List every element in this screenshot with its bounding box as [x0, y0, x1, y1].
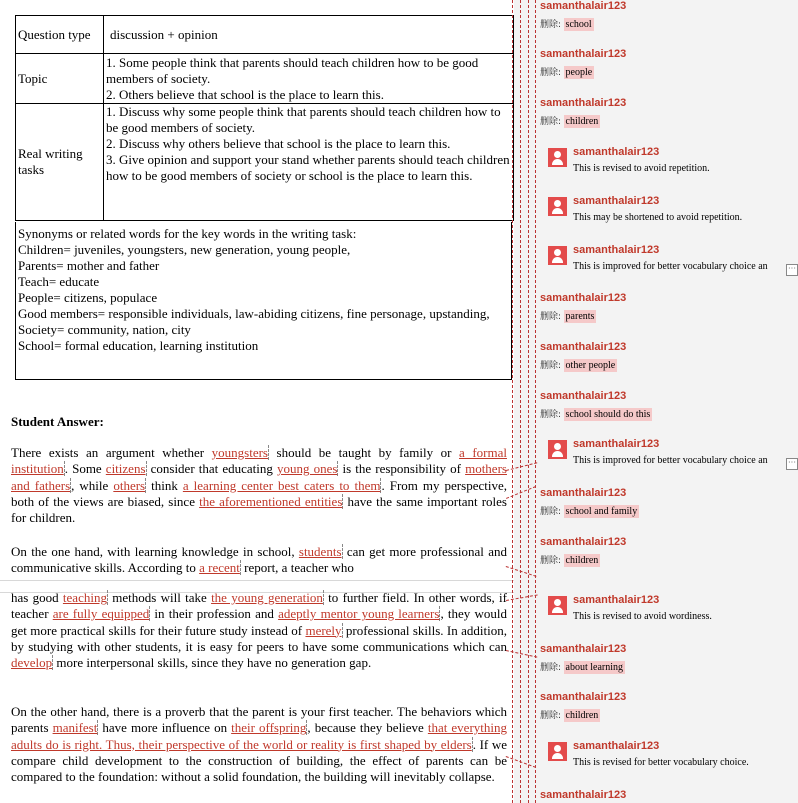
comment-author: samanthalair123	[540, 487, 627, 499]
revised-phrase[interactable]: mothers and fathers	[11, 461, 507, 493]
deleted-text: school should do this	[565, 409, 651, 420]
text-run: methods will take	[107, 590, 212, 605]
connector-line	[528, 0, 529, 803]
avatar-icon	[548, 246, 567, 265]
comment-author: samanthalair123	[540, 48, 627, 60]
revised-phrase[interactable]: a recent	[199, 560, 240, 576]
text-run: report, a teacher who	[240, 560, 354, 576]
connector-line	[520, 0, 521, 803]
deletion-comment[interactable]	[540, 292, 790, 322]
delete-label: 删除:	[540, 711, 562, 721]
comment-author: samanthalair123	[573, 244, 660, 256]
deleted-text: children	[565, 710, 599, 721]
text-run: have more influence on	[98, 720, 232, 736]
comment[interactable]	[573, 146, 791, 174]
revised-phrase[interactable]: develop	[11, 655, 53, 671]
revised-phrase[interactable]: teaching	[62, 590, 107, 605]
deletion-comment[interactable]	[540, 691, 790, 721]
comment-author: samanthalair123	[540, 643, 627, 655]
delete-label: 删除:	[540, 361, 562, 371]
delete-label: 删除:	[540, 556, 562, 566]
comment-author: samanthalair123	[540, 691, 627, 703]
deletion-comment[interactable]	[540, 643, 790, 673]
text-run: to further field. In other words, if teacher	[11, 590, 507, 622]
comment-author: samanthalair123	[573, 740, 660, 752]
text-run: professional skills. In addition, by studying with other students, it is easy for peers to have some communications which can	[11, 622, 507, 654]
text-run: On the one hand, with learning knowledge in school,	[11, 544, 299, 559]
revised-phrase[interactable]: a formal institution	[11, 445, 507, 477]
text-run: , they would get more practical skills for their future study instead of	[11, 606, 507, 638]
deletion-comment[interactable]	[540, 341, 790, 371]
synonym-line: Society= community, nation, city	[18, 322, 191, 337]
more-options-icon[interactable]: ···	[786, 264, 798, 276]
text-run: more interpersonal skills, since they have no generation gap.	[53, 655, 372, 671]
deleted-text: other people	[565, 360, 616, 371]
deleted-text: children	[565, 555, 599, 566]
deleted-text: school and family	[565, 506, 638, 517]
revised-phrase[interactable]: that everything adults do is right. Thus, their perspective of the world or reality is first shaped by elders	[11, 720, 507, 752]
text-run: . Some	[64, 461, 106, 477]
connector-line	[535, 0, 536, 803]
delete-label: 删除:	[540, 117, 562, 127]
comment-author: samanthalair123	[573, 438, 660, 450]
comment[interactable]	[573, 244, 791, 272]
deletion-comment[interactable]	[540, 487, 790, 517]
text-run: can get more professional and communicative skills. According to	[11, 544, 507, 576]
comment[interactable]	[573, 438, 791, 466]
row-label: Topic	[16, 54, 104, 104]
text-run: There exists an argument whether	[11, 445, 212, 460]
delete-label: 删除:	[540, 410, 562, 420]
deleted-text: children	[565, 116, 599, 127]
revised-phrase[interactable]: students	[298, 544, 342, 559]
avatar-icon	[548, 440, 567, 459]
text-run: . From my perspective, both of the views are biased, since	[11, 477, 507, 509]
revised-phrase[interactable]: their offspring	[231, 720, 307, 736]
text-run: On the other hand, there is a proverb that the parent is your first teacher. The behaviors which parents	[11, 704, 507, 736]
deleted-text: school	[565, 19, 592, 30]
answer-paragraph	[11, 544, 507, 577]
deleted-text: people	[565, 67, 593, 78]
revised-phrase[interactable]: the aforementioned entities	[199, 493, 343, 509]
text-run: think	[146, 477, 183, 493]
delete-label: 删除:	[540, 20, 562, 30]
comment-author: samanthalair123	[540, 536, 627, 548]
delete-label: 删除:	[540, 507, 562, 517]
synonyms-title: Synonyms or related words for the key words in the writing task:	[18, 226, 357, 241]
connector-line	[512, 0, 513, 803]
comment-text: This is improved for better vocabulary choice an	[573, 455, 768, 466]
row-value: 1. Some people think that parents should teach children how to be good members of society. 2. Others believe that school is the place to learn this.	[104, 54, 514, 104]
comment-text: This may be shortened to avoid repetition.	[573, 212, 743, 223]
comment-text: This is revised for better vocabulary choice.	[573, 757, 749, 768]
more-options-icon[interactable]: ···	[786, 458, 798, 470]
synonym-line: Children= juveniles, youngsters, new generation, young people,	[18, 242, 351, 257]
comment-author: samanthalair123	[573, 594, 660, 606]
task-table	[15, 15, 514, 221]
comment-author: samanthalair123	[573, 195, 660, 207]
answer-paragraph	[11, 445, 507, 526]
student-answer-heading: Student Answer:	[11, 414, 104, 429]
comment-text: This is revised to avoid repetition.	[573, 163, 710, 174]
delete-label: 删除:	[540, 68, 562, 78]
text-run: . If we compare child development to the construction of building, the effect of parents can be compared to the foundation: without a solid foundation, the building will inevitably collapse.	[11, 736, 507, 785]
avatar-icon	[548, 148, 567, 167]
revised-phrase[interactable]: adeptly mentor young learners	[278, 606, 440, 622]
avatar-icon	[548, 596, 567, 615]
synonym-line: Good members= responsible individuals, law-abiding citizens, fine personage, upstanding,	[18, 306, 490, 321]
delete-label: 删除:	[540, 663, 562, 673]
comment-author: samanthalair123	[540, 789, 627, 801]
avatar-icon	[548, 742, 567, 761]
comment[interactable]	[573, 594, 791, 622]
text-run: should be taught by family or	[269, 445, 460, 460]
synonym-line: Teach= educate	[18, 274, 100, 289]
revised-phrase[interactable]: others	[113, 477, 146, 493]
deleted-text: parents	[565, 311, 595, 322]
text-run: in their profession and	[150, 606, 279, 622]
text-run: consider that educating	[146, 461, 277, 477]
deletion-comment[interactable]	[540, 390, 790, 420]
deletion-comment[interactable]	[540, 48, 790, 78]
row-value: 1. Discuss why some people think that parents should teach children how to be good members of society. 2. Discuss why others believe that school is the place to learn this. 3. Give opinion and support your stand whether parents should teach children how to be good members of society or school is the place to learn this.	[104, 104, 514, 221]
comment[interactable]	[540, 789, 790, 801]
comment-author: samanthalair123	[573, 146, 660, 158]
text-run: have the same important roles for children.	[11, 493, 507, 526]
deletion-comment[interactable]	[540, 0, 790, 30]
revised-phrase[interactable]: a learning center best caters to them	[182, 477, 381, 493]
comment-author: samanthalair123	[540, 0, 627, 12]
avatar-icon	[548, 197, 567, 216]
deleted-text: about learning	[565, 662, 624, 673]
revised-phrase[interactable]: youngsters	[211, 445, 268, 460]
comment[interactable]	[573, 195, 791, 223]
text-run: , because they believe	[307, 720, 428, 736]
revised-phrase[interactable]: are fully equipped	[52, 606, 150, 622]
comment-text: This is revised to avoid wordiness.	[573, 611, 712, 622]
revised-phrase[interactable]: merely	[305, 622, 342, 638]
revised-phrase[interactable]: the young generation	[211, 590, 323, 605]
synonym-line: People= citizens, populace	[18, 290, 158, 305]
text-run: , while	[71, 477, 114, 493]
comment[interactable]	[573, 740, 791, 768]
deletion-comment[interactable]	[540, 536, 790, 566]
answer-paragraph	[11, 590, 507, 671]
comment-author: samanthalair123	[540, 97, 627, 109]
revised-phrase[interactable]: manifest	[52, 720, 98, 736]
text-run: has good	[11, 590, 63, 605]
comment-author: samanthalair123	[540, 341, 627, 353]
revised-phrase[interactable]: citizens	[105, 461, 146, 477]
answer-paragraph	[11, 704, 507, 785]
revised-phrase[interactable]: young ones	[276, 461, 338, 477]
row-label: Question type	[16, 16, 104, 54]
synonym-line: School= formal education, learning institution	[18, 338, 259, 353]
comment-author: samanthalair123	[540, 292, 627, 304]
row-value: discussion + opinion	[104, 16, 514, 54]
text-run: is the responsibility of	[338, 461, 466, 477]
comment-author: samanthalair123	[540, 390, 627, 402]
comment-text: This is improved for better vocabulary choice an	[573, 261, 768, 272]
synonyms-box	[15, 222, 512, 380]
deletion-comment[interactable]	[540, 97, 790, 127]
delete-label: 删除:	[540, 312, 562, 322]
row-label: Real writing tasks	[16, 104, 104, 221]
synonym-line: Parents= mother and father	[18, 258, 160, 273]
